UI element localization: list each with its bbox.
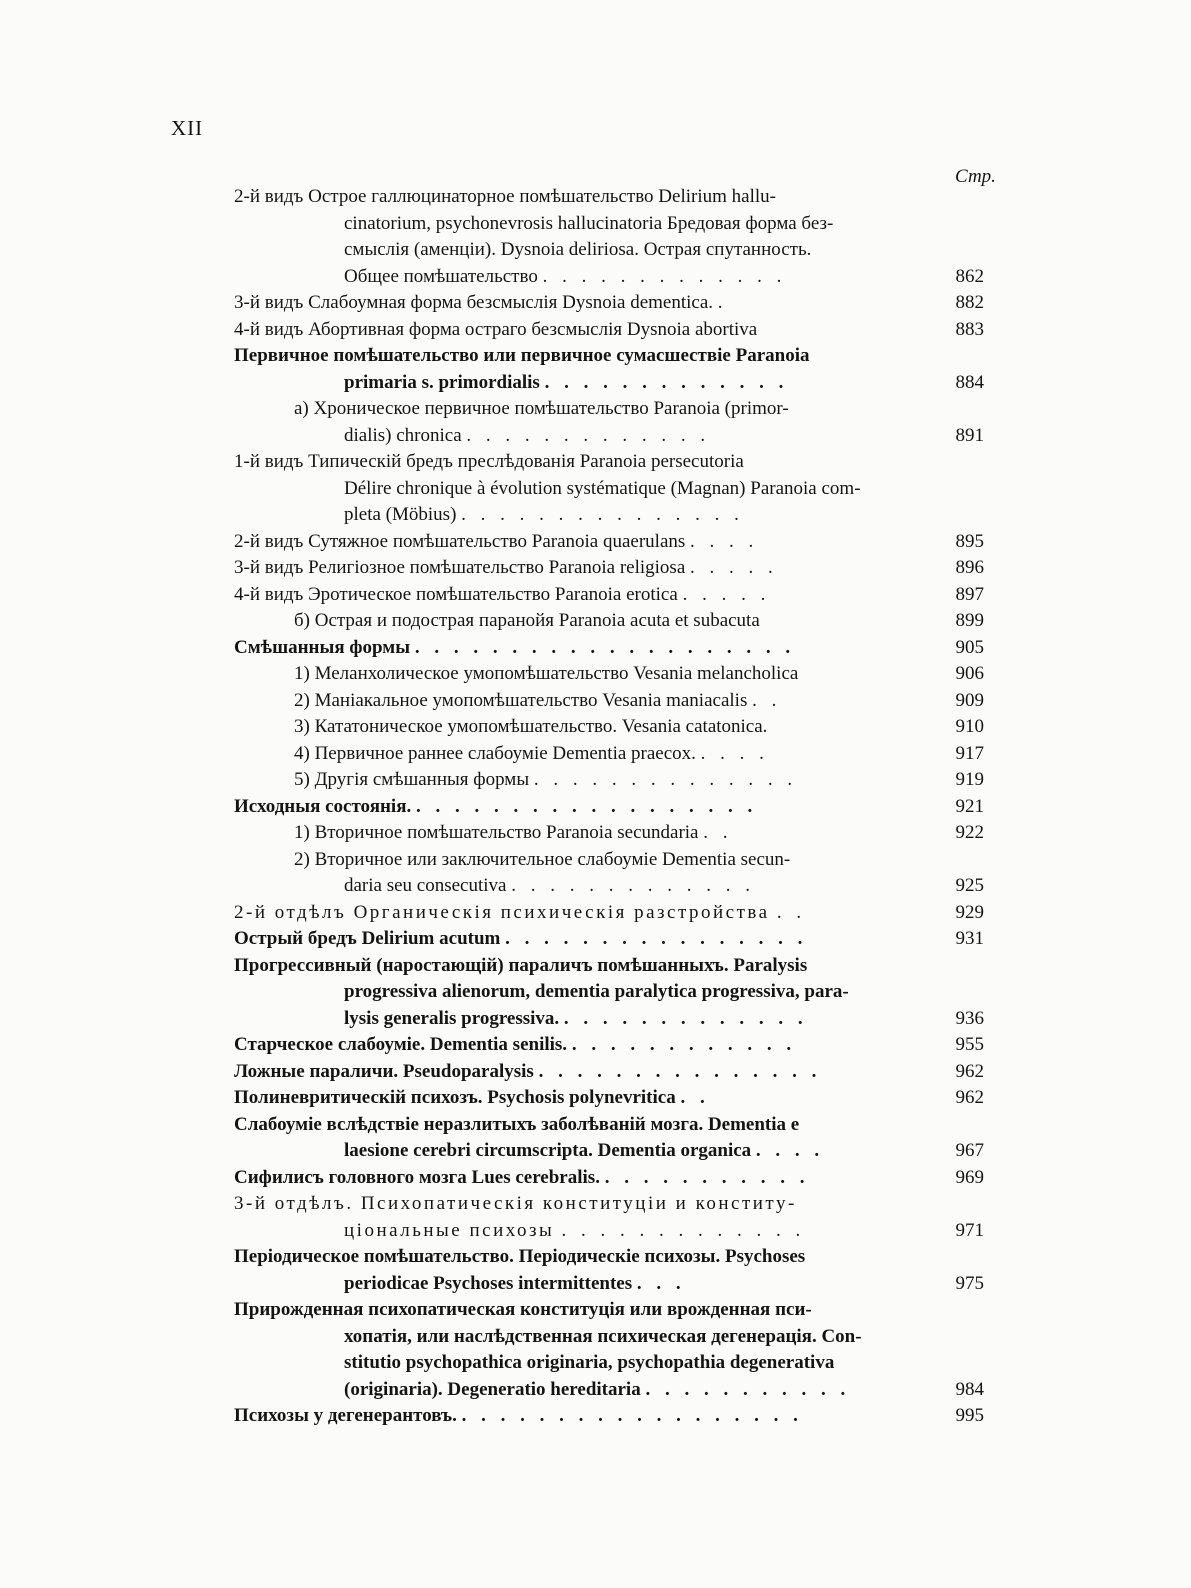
toc-page-number: 906: [955, 663, 984, 684]
toc-page-number: 919: [955, 769, 984, 790]
toc-entry-line: [234, 343, 948, 370]
toc-page-number: 955: [955, 1034, 984, 1055]
toc-entry-text: primaria s. primordialis: [344, 371, 540, 393]
leader-dots: . . . . . . . . . . . .: [571, 1034, 797, 1055]
toc-entry: [234, 635, 984, 662]
toc-entry-line: [234, 953, 948, 980]
toc-entry-line: [234, 555, 948, 582]
leader-dots: . . . .: [700, 742, 769, 764]
toc-entry: [234, 1059, 984, 1086]
toc-page-number: 897: [955, 583, 984, 605]
leader-dots: . . . . . . . . . . . . . . . .: [505, 928, 808, 949]
toc-entry-line: [234, 1297, 948, 1324]
leader-dots: . . . . . . . . . . . . .: [544, 371, 789, 393]
toc-page-number: 895: [955, 530, 984, 552]
toc-entry-line: [344, 1006, 948, 1033]
leader-dots: . .: [703, 822, 733, 843]
toc-entry-line: [344, 1138, 948, 1165]
toc-entry-text: Прирожденная психопатическая конституція или врожденная пси-: [234, 1299, 812, 1320]
toc-entry-text: Общее помѣшательство: [344, 265, 538, 287]
toc-entry: [234, 608, 984, 635]
leader-dots: . . . . . . . . . . . . .: [563, 1007, 808, 1029]
toc-entry: [234, 714, 984, 741]
toc-entry-line: [294, 661, 948, 688]
toc-page-number: 929: [955, 901, 984, 923]
leader-dots: . . . . . . . . . . . . .: [561, 1219, 806, 1241]
toc-entry-line: [294, 847, 948, 874]
toc-entry-text: Острый бредъ Delirium acutum: [234, 928, 501, 949]
toc-entry-text: 3-й отдѣлъ. Психопатическія конституціи и конститу-: [234, 1193, 797, 1214]
toc-entry-text: Слабоуміе вслѣдствіе неразлитыхъ заболѣваній мозга. Dementia e: [234, 1113, 800, 1135]
toc-entry-line: [234, 1112, 948, 1139]
toc-entry-text: Полиневритическій психозъ. Psychosis polynevritica: [234, 1087, 676, 1108]
toc-entry: [234, 1191, 984, 1244]
toc-entry-text: 1) Вторичное помѣшательство Paranoia secundaria: [294, 822, 699, 843]
toc-entry-line: [234, 635, 948, 662]
toc-entry-text: progressiva alienorum, dementia paralytica progressiva, para-: [344, 981, 849, 1002]
toc-entry-line: [234, 582, 948, 609]
toc-page-number: 936: [955, 1007, 984, 1029]
toc-entry-text: Психозы у дегенерантовъ.: [234, 1405, 457, 1426]
toc-entry-text: 4-й видъ Абортивная форма остраго безсмыслія Dysnoia abortiva: [234, 318, 758, 340]
toc-entry: [234, 1032, 984, 1059]
toc-page-number: 899: [955, 610, 984, 631]
toc-entry: [234, 767, 984, 794]
toc-entry-text: 2-й видъ Острое галлюцинаторное помѣшательство Delirium hallu-: [234, 186, 776, 207]
toc-entry-text: dialis) chronica: [344, 424, 462, 446]
toc-entry-line: [234, 1403, 948, 1430]
toc-entry-line: [234, 926, 948, 953]
toc-entry: [234, 290, 984, 317]
toc-page-number: 984: [955, 1378, 984, 1400]
toc-entry-line: [234, 1244, 948, 1271]
toc-entry-line: [344, 237, 948, 264]
leader-dots: . . . . .: [690, 557, 778, 578]
leader-dots: . . . . .: [682, 583, 771, 605]
toc-entry-text: Исходныя состоянія.: [234, 795, 412, 817]
toc-entry: [234, 396, 984, 449]
toc-page-number: 862: [955, 265, 984, 287]
toc-entry: [234, 847, 984, 900]
leader-dots: .: [717, 292, 728, 313]
toc-entry-line: [344, 1350, 948, 1377]
toc-entry-line: [294, 396, 948, 423]
toc-entry: [234, 449, 948, 529]
toc-entry-line: [294, 714, 948, 741]
leader-dots: . . . . . . . . . . . . . . .: [461, 504, 744, 525]
toc-entry: [234, 1403, 984, 1430]
toc-entry-text: pleta (Möbius): [344, 504, 457, 525]
toc-entry-text: 2) Вторичное или заключительное слабоуміе Dementia secun-: [294, 848, 791, 870]
toc-entry-line: [234, 184, 948, 211]
toc-entry-text: ціональные психозы: [344, 1219, 555, 1241]
toc-entry: [234, 317, 984, 344]
toc-entry-line: [234, 1032, 948, 1059]
leader-dots: . . . . . . . . . . . . .: [466, 424, 711, 446]
toc-entry-line: [294, 608, 948, 635]
leader-dots: . . .: [636, 1272, 686, 1294]
toc-entry-line: [234, 449, 948, 476]
toc-page-number: 962: [955, 1087, 984, 1108]
toc-entry-text: Первичное помѣшательство или первичное сумасшествіе Paranoia: [234, 345, 810, 366]
toc-entry-line: [234, 1165, 948, 1192]
toc-page-number: 882: [955, 292, 984, 313]
toc-entry-text: смыслія (аменціи). Dysnoia deliriosa. Острая спутанность.: [344, 239, 812, 260]
toc-page-number: 905: [955, 636, 984, 658]
toc-entry-text: 3-й видъ Религіозное помѣшательство Paranoia religiosa: [234, 557, 686, 578]
toc-entry: [234, 900, 984, 927]
toc-entry-text: 1-й видъ Типическій бредъ преслѣдованія Paranoia persecutoria: [234, 451, 744, 472]
toc-entry: [234, 343, 984, 396]
toc-entry-text: б) Острая и подострая паранойя Paranoia acuta et subacuta: [294, 610, 760, 631]
leader-dots: . . . .: [690, 530, 759, 552]
toc-page-number: 969: [955, 1166, 984, 1188]
toc-entry-text: 1) Меланхолическое умопомѣшательство Vesania melancholica: [294, 663, 799, 684]
toc-entry-line: [344, 502, 948, 529]
toc-entry-text: lysis generalis progressiva.: [344, 1007, 560, 1029]
toc-entry: [234, 953, 984, 1033]
toc-entry-line: [344, 423, 948, 450]
toc-entry-line: [234, 1085, 948, 1112]
leader-dots: . . . . . . . . . . . . . . . . . . . .: [414, 636, 796, 658]
toc-entry: [234, 820, 984, 847]
toc-page-number: 917: [955, 742, 984, 764]
toc-entry-text: stitutio psychopathica originaria, psychopathia degenerativa: [344, 1352, 835, 1373]
toc-entry-text: 2-й видъ Сутяжное помѣшательство Paranoia quaerulans: [234, 530, 686, 552]
toc-entry-line: [294, 688, 948, 715]
toc-entry-text: Délire chronique à évolution systématique (Magnan) Paranoia com-: [344, 477, 861, 499]
toc-entry-line: [294, 767, 948, 794]
leader-dots: . . . . . . . . . . . . . . . . . .: [461, 1405, 803, 1426]
toc-entry-text: laesione cerebri circumscripta. Dementia organica: [344, 1140, 752, 1161]
toc-page-number: 975: [955, 1272, 984, 1294]
toc-entry: [234, 1297, 984, 1403]
leader-dots: . . . .: [755, 1140, 825, 1161]
toc-page-number: 995: [955, 1405, 984, 1426]
toc-entry-text: daria seu consecutiva: [344, 875, 507, 896]
toc-entry-text: хопатія, или наслѣдственная психическая дегенерація. Con-: [344, 1325, 862, 1347]
toc-entry-text: 3) Кататоническое умопомѣшательство. Vesania catatonica.: [294, 716, 768, 737]
toc-entry-text: Періодическое помѣшательство. Періодическіе психозы. Psychoses: [234, 1246, 806, 1267]
toc-entry: [234, 529, 984, 556]
toc-entry-line: [234, 900, 948, 927]
toc-page-number: 909: [955, 689, 984, 711]
toc-entry-text: Старческое слабоуміе. Dementia senilis.: [234, 1034, 568, 1055]
toc-page-number: 967: [955, 1140, 984, 1161]
toc-entry-line: [344, 370, 948, 397]
toc-page-number: 922: [955, 822, 984, 843]
toc-entry-text: 2-й отдѣлъ Органическія психическія разстройства: [234, 901, 770, 923]
toc-entry-line: [234, 1059, 948, 1086]
toc-entry: [234, 741, 984, 768]
page-number: XII: [171, 116, 204, 140]
toc-entry-line: [234, 317, 948, 344]
table-of-contents: [234, 184, 984, 1430]
leader-dots: . .: [776, 901, 807, 923]
toc-entry-text: 4) Первичное раннее слабоуміе Dementia praecox.: [294, 742, 696, 764]
toc-entry-line: [344, 1377, 948, 1404]
toc-page-number: 925: [955, 875, 984, 896]
toc-entry: [234, 1244, 984, 1297]
toc-entry-text: (originaria). Degeneratio hereditaria: [344, 1378, 641, 1400]
toc-entry-line: [294, 820, 948, 847]
toc-entry-text: а) Хроническое первичное помѣшательство Paranoia (primor-: [294, 398, 789, 419]
toc-entry-text: Сифилисъ головного мозга Lues cerebralis.: [234, 1166, 600, 1188]
toc-page-number: 962: [955, 1060, 984, 1082]
toc-entry: [234, 661, 984, 688]
toc-entry: [234, 794, 984, 821]
toc-entry-text: 4-й видъ Эротическое помѣшательство Paranoia erotica: [234, 583, 678, 605]
toc-entry: [234, 555, 984, 582]
toc-page-number: 883: [955, 318, 984, 340]
toc-entry-line: [344, 1271, 948, 1298]
leader-dots: . . . . . . . . . . .: [645, 1378, 851, 1400]
toc-entry-text: periodicae Psychoses intermittentes: [344, 1272, 633, 1294]
leader-dots: . .: [680, 1087, 710, 1108]
toc-entry-text: 3-й видъ Слабоумная форма безсмыслія Dysnoia dementica.: [234, 292, 714, 313]
toc-entry: [234, 184, 984, 290]
toc-entry-line: [234, 529, 948, 556]
toc-entry: [234, 926, 984, 953]
leader-dots: . .: [752, 689, 782, 711]
toc-entry-text: cinatorium, psychonevrosis hallucinatoria Бредовая форма без-: [344, 212, 834, 234]
toc-entry-text: 2) Маніакальное умопомѣшательство Vesania maniacalis: [294, 689, 748, 711]
toc-page-number: 921: [955, 795, 984, 817]
toc-entry: [234, 582, 984, 609]
toc-entry-text: Ложные параличи. Pseudoparalysis: [234, 1060, 534, 1082]
toc-entry-line: [234, 1191, 948, 1218]
toc-entry: [234, 688, 984, 715]
leader-dots: . . . . . . . . . . . . .: [511, 875, 755, 896]
toc-entry-line: [344, 264, 948, 291]
leader-dots: . . . . . . . . . . . . . . . . . .: [415, 795, 758, 817]
toc-entry-line: [344, 1218, 948, 1245]
toc-page-number: 891: [955, 424, 984, 446]
toc-entry-text: 5) Другія смѣшанныя формы: [294, 769, 530, 790]
toc-entry-line: [234, 290, 948, 317]
toc-entry: [234, 1085, 984, 1112]
leader-dots: . . . . . . . . . . . . . .: [533, 769, 798, 790]
toc-entry-line: [344, 476, 948, 503]
leader-dots: . . . . . . . . . . . . .: [542, 265, 787, 287]
toc-entry-text: Смѣшанныя формы: [234, 636, 411, 658]
toc-page-number: 910: [955, 716, 984, 737]
page-column-label: Стр.: [955, 166, 996, 187]
toc-entry-line: [344, 211, 948, 238]
toc-entry-line: [344, 1324, 948, 1351]
toc-page-number: 971: [955, 1219, 984, 1241]
toc-page-number: 931: [955, 928, 984, 949]
toc-page-number: 896: [955, 557, 984, 578]
toc-page-number: 884: [955, 371, 984, 393]
toc-entry-line: [344, 979, 948, 1006]
toc-entry-line: [344, 873, 948, 900]
leader-dots: . . . . . . . . . . . . . . .: [538, 1060, 822, 1082]
toc-entry: [234, 1165, 984, 1192]
toc-entry-line: [294, 741, 948, 768]
leader-dots: . . . . . . . . . . .: [604, 1166, 810, 1188]
toc-entry-line: [234, 794, 948, 821]
toc-entry: [234, 1112, 984, 1165]
toc-entry-text: Прогрессивный (наростающій) параличъ помѣшанныхъ. Paralysis: [234, 954, 808, 976]
